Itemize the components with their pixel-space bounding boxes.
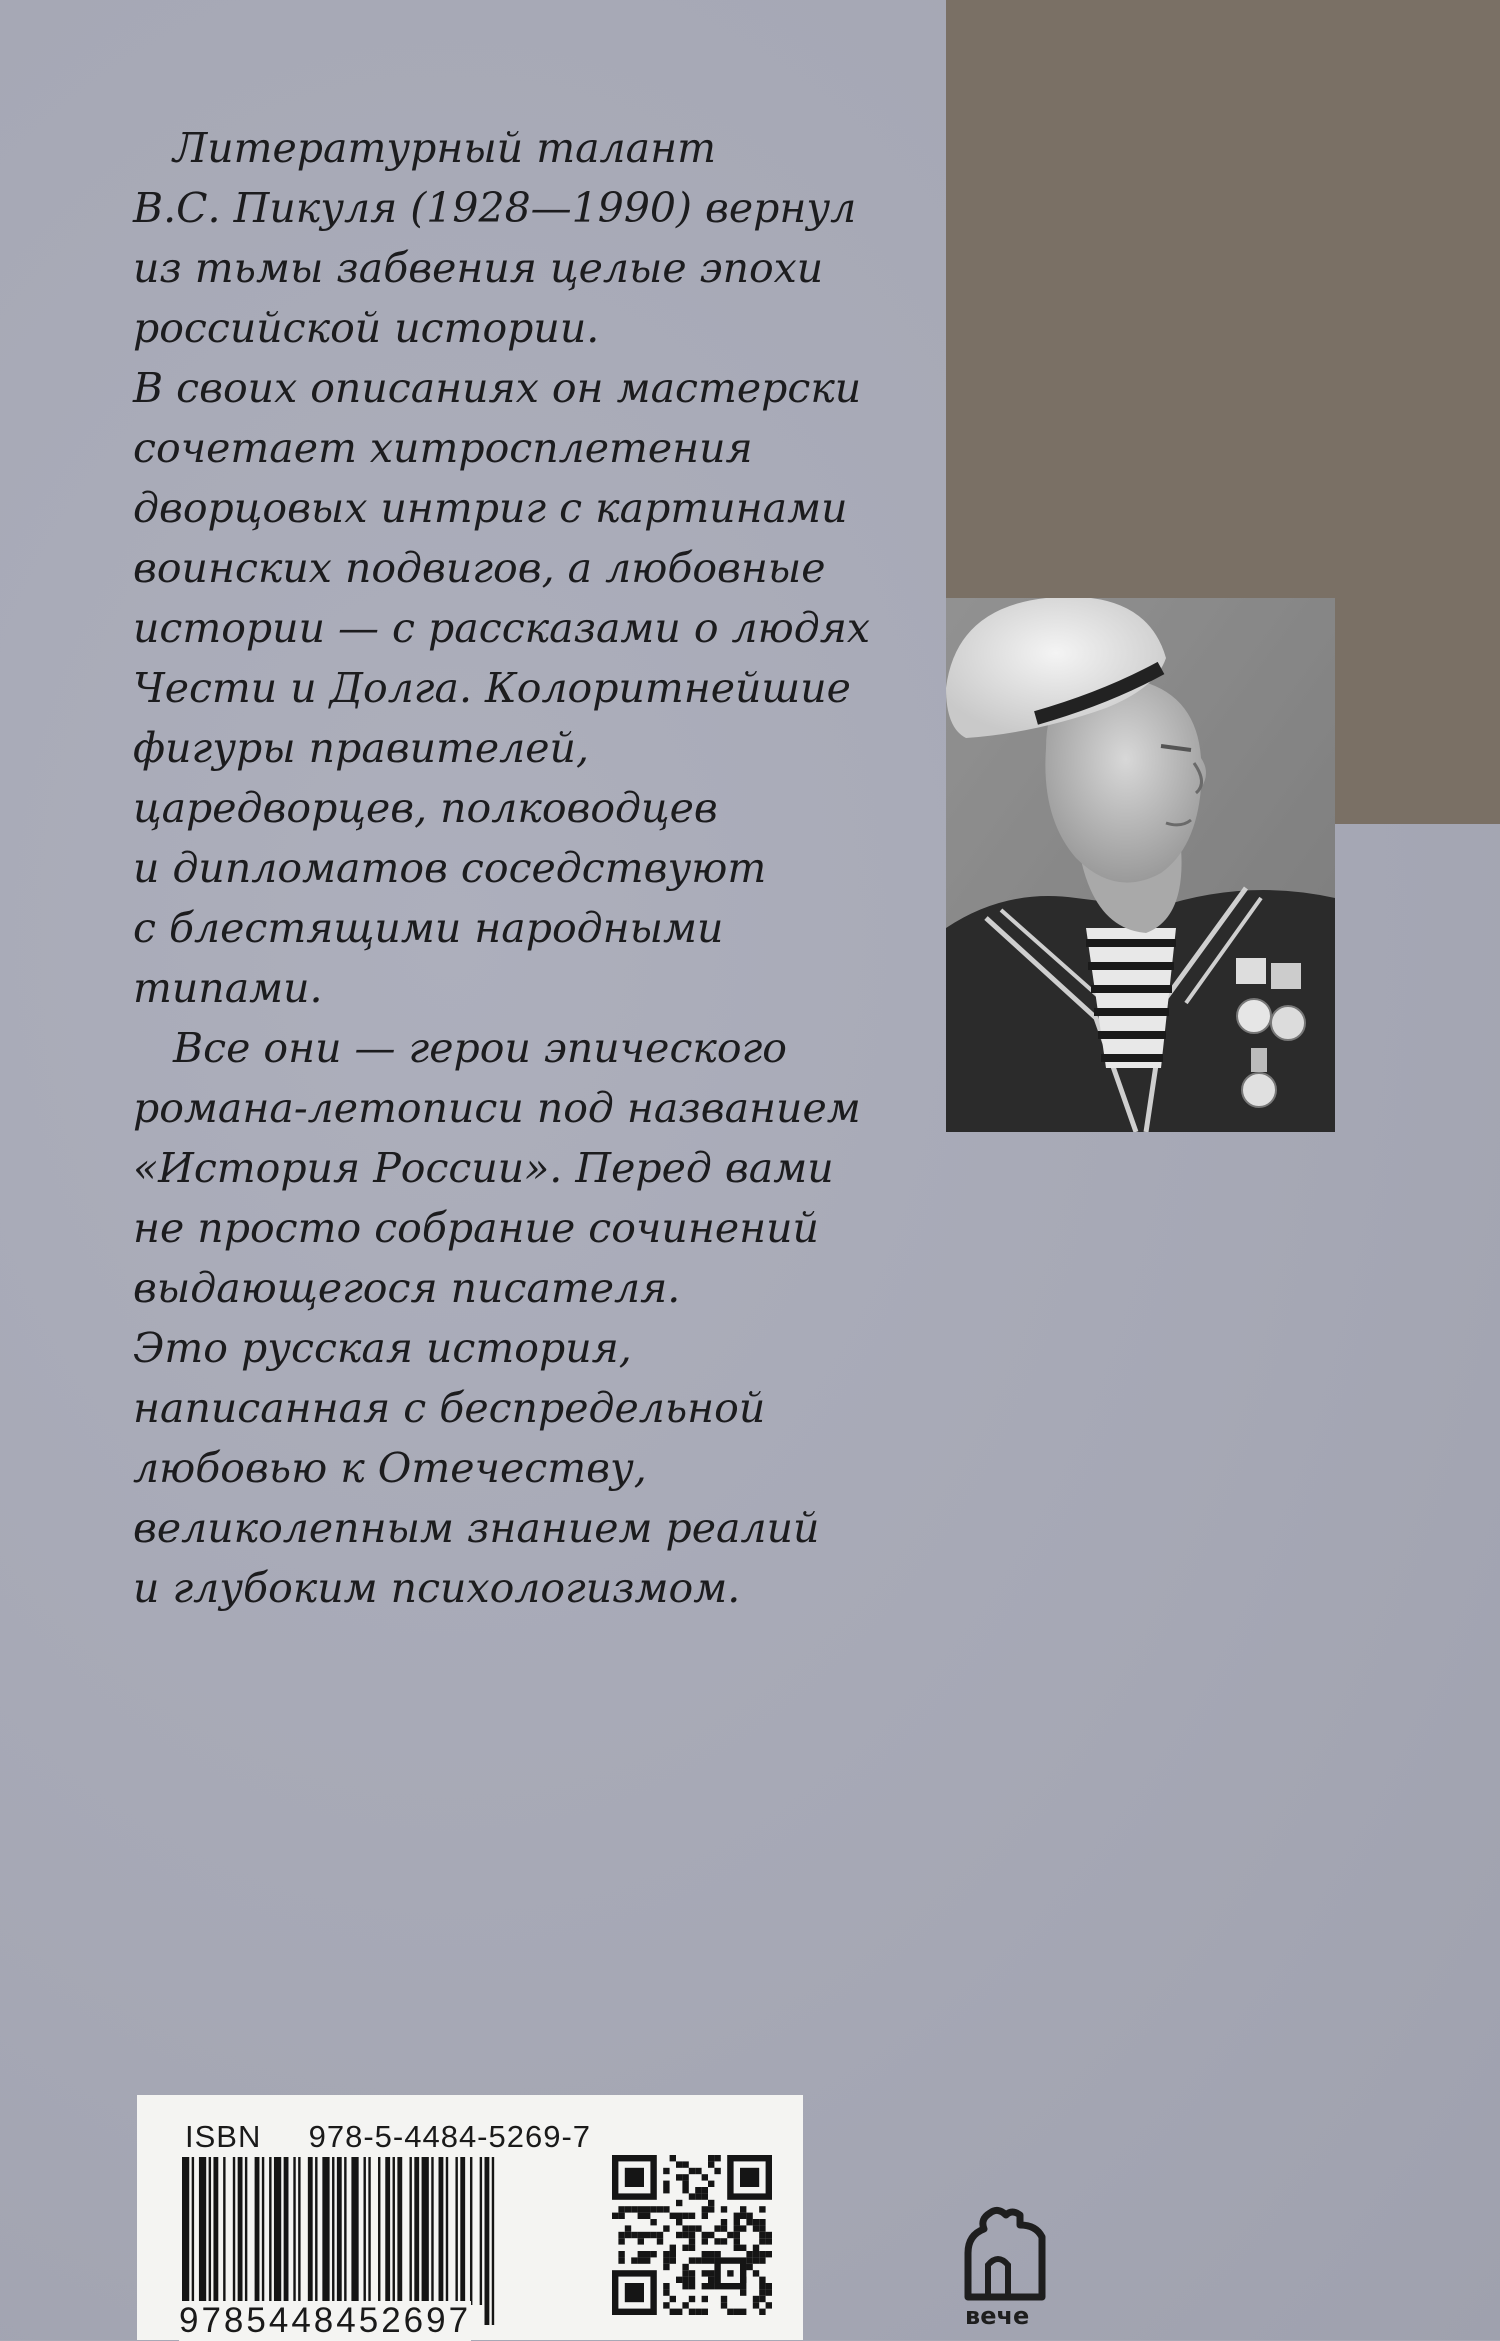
blurb-line: и дипломатов соседствуют xyxy=(133,844,767,892)
blurb-line: любовью к Отечеству, xyxy=(133,1444,647,1492)
portrait-image xyxy=(946,598,1335,1132)
isbn-prefix: ISBN xyxy=(185,2119,262,2154)
blurb-line: великолепным знанием реалий xyxy=(133,1504,820,1552)
blurb-line: сочетает хитросплетения xyxy=(133,424,753,472)
blurb-paragraph-1 xyxy=(133,118,913,1018)
back-cover-blurb xyxy=(133,118,913,1618)
publisher-name: вече xyxy=(965,2302,1030,2330)
blurb-line: Литературный талант xyxy=(173,124,716,172)
blurb-line: Все они — герои эпического xyxy=(173,1024,787,1072)
blurb-line: воинских подвигов, а любовные xyxy=(133,544,826,592)
qr-code-icon xyxy=(612,2155,772,2315)
blurb-line: В своих описаниях он мастерски xyxy=(133,364,862,412)
isbn-barcode-block xyxy=(137,2095,803,2340)
blurb-line: написанная с беспредельной xyxy=(133,1384,766,1432)
isbn-label xyxy=(185,2119,591,2155)
blurb-line: романа-летописи под названием xyxy=(133,1084,861,1132)
blurb-line: не просто собрание сочинений xyxy=(133,1204,819,1252)
blurb-line: с блестящими народными xyxy=(133,904,724,952)
blurb-line: типами. xyxy=(133,964,323,1012)
blurb-line: дворцовых интриг с картинами xyxy=(133,484,848,532)
blurb-line: Это русская история, xyxy=(133,1324,632,1372)
blurb-paragraph-2 xyxy=(133,1018,913,1618)
blurb-line: истории — с рассказами о людях xyxy=(133,604,870,652)
blurb-line: «История России». Перед вами xyxy=(133,1144,834,1192)
blurb-line: Чести и Долга. Колоритнейшие xyxy=(133,664,851,712)
author-portrait-photo xyxy=(946,598,1335,1132)
blurb-line: из тьмы забвения целые эпохи xyxy=(133,244,824,292)
blurb-line: царедворцев, полководцев xyxy=(133,784,718,832)
barcode-digits: 9785448452697 xyxy=(179,2301,472,2340)
blurb-line: российской истории. xyxy=(133,304,600,352)
blurb-line: и глубоким психологизмом. xyxy=(133,1564,741,1612)
isbn-number: 978-5-4484-5269-7 xyxy=(308,2119,592,2154)
blurb-line: фигуры правителей, xyxy=(133,724,589,772)
blurb-line: выдающегося писателя. xyxy=(133,1264,681,1312)
blurb-line: В.С. Пикуля (1928—1990) вернул xyxy=(133,184,857,232)
